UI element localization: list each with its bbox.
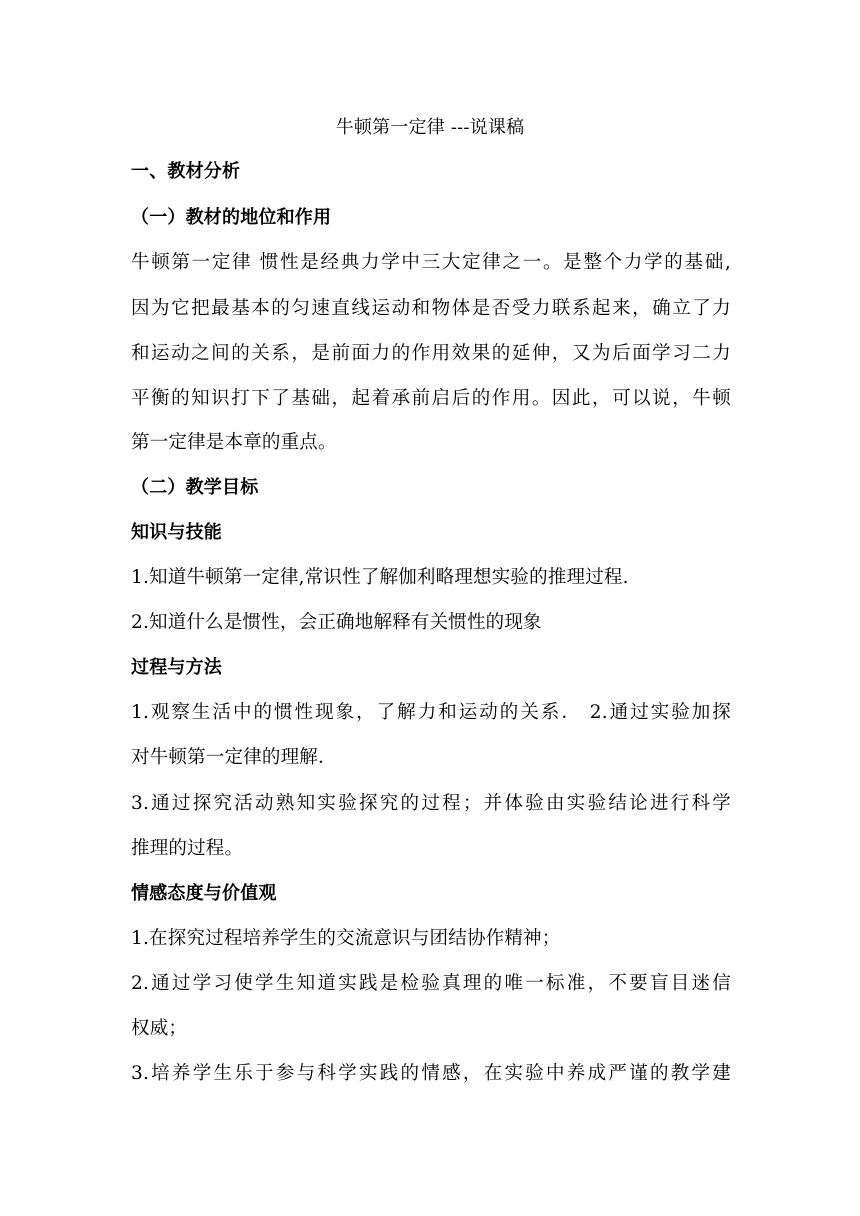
list-item: 2.知道什么是惯性，会正确地解释有关惯性的现象 [131, 612, 542, 633]
list-item: 3.通过探究活动熟知实验探究的过程；并体验由实验结论进行科学 [131, 793, 731, 814]
list-item: 1.在探究过程培养学生的交流意识与团结协作精神； [131, 928, 561, 949]
goal-heading-knowledge-skills: 知识与技能 [131, 522, 222, 543]
paragraph-line: 因为它把最基本的匀速直线运动和物体是否受力联系起来，确立了力 [131, 298, 731, 319]
document-title: 牛顿第一定律 ---说课稿 [335, 117, 525, 138]
section-heading-textbook-analysis: 一、教材分析 [131, 161, 241, 182]
subsection-heading-teaching-goals: （二）教学目标 [131, 477, 259, 498]
paragraph-line: 第一定律是本章的重点。 [131, 432, 337, 453]
paragraph-line: 和运动之间的关系，是前面力的作用效果的延伸，又为后面学习二力 [131, 343, 731, 364]
paragraph-line: 牛顿第一定律 惯性是经典力学中三大定律之一。是整个力学的基础, [131, 252, 731, 273]
goal-heading-process-method: 过程与方法 [131, 657, 222, 678]
goal-heading-emotion-values: 情感态度与价值观 [131, 883, 277, 904]
list-item: 对牛顿第一定律的理解． [131, 747, 337, 768]
list-item: 权威； [131, 1018, 188, 1039]
paragraph-line: 平衡的知识打下了基础，起着承前启后的作用。因此，可以说，牛顿 [131, 388, 731, 409]
list-item: 推理的过程。 [131, 838, 244, 859]
list-item: 2.通过学习使学生知道实践是检验真理的唯一标准，不要盲目迷信 [131, 973, 731, 994]
list-item: 3.培养学生乐于参与科学实践的情感，在实验中养成严谨的教学建 [131, 1063, 731, 1084]
list-item: 1.知道牛顿第一定律,常识性了解伽利略理想实验的推理过程. [131, 567, 629, 588]
subsection-heading-status-role: （一）教材的地位和作用 [131, 207, 332, 228]
list-item: 1.观察生活中的惯性现象，了解力和运动的关系． 2.通过实验加探 [131, 702, 731, 723]
